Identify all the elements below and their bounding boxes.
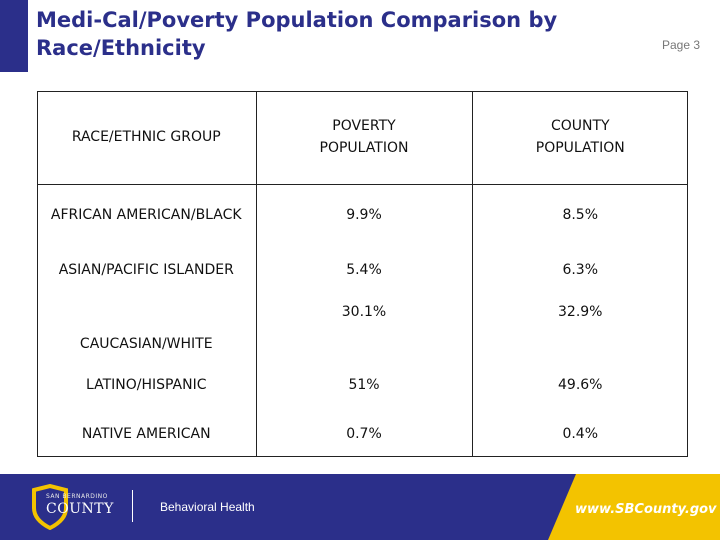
county-value: 6.3% xyxy=(472,245,688,294)
table-row xyxy=(37,360,688,410)
page-number: Page 3 xyxy=(662,38,701,52)
poverty-value: 30.1% xyxy=(256,294,472,360)
county-value: 49.6% xyxy=(472,360,688,410)
poverty-value: 9.9% xyxy=(256,184,472,245)
row-group-label: NATIVE AMERICAN xyxy=(81,425,211,442)
table-row xyxy=(37,245,688,294)
row-group-label: LATINO/HISPANIC xyxy=(85,377,207,393)
header-accent-bar xyxy=(0,0,28,72)
county-value: 32.9% xyxy=(472,294,688,360)
footer-divider xyxy=(132,490,133,522)
table-row xyxy=(37,410,688,457)
website-link[interactable]: www.SBCounty.gov xyxy=(575,502,717,517)
column-header-county: COUNTY POPULATION xyxy=(472,91,688,184)
poverty-value: 0.7% xyxy=(256,410,472,457)
row-group-label: ASIAN/PACIFIC ISLANDER xyxy=(58,261,234,278)
table-row xyxy=(37,294,688,360)
county-logo xyxy=(30,484,120,530)
poverty-value: 51% xyxy=(256,360,472,410)
county-value: 0.4% xyxy=(472,410,688,457)
county-value: 8.5% xyxy=(472,184,688,245)
row-group-label: AFRICAN AMERICAN/BLACK xyxy=(50,206,242,223)
logo-subtitle: SAN BERNARDINO xyxy=(46,493,108,500)
comparison-table xyxy=(37,91,688,457)
column-header-poverty: POVERTY POPULATION xyxy=(256,91,472,184)
department-label: Behavioral Health xyxy=(160,500,255,514)
column-header-group: RACE/ETHNIC GROUP xyxy=(37,91,256,184)
table-row xyxy=(37,184,688,245)
page-title: Medi-Cal/Poverty Population Comparison by Race/Ethnicity xyxy=(36,8,558,60)
table-header-row xyxy=(37,91,688,184)
logo-wordmark: COUNTY xyxy=(46,501,114,517)
poverty-value: 5.4% xyxy=(256,245,472,294)
slide-header xyxy=(0,0,720,72)
row-group-label: CAUCASIAN/WHITE xyxy=(79,336,213,352)
